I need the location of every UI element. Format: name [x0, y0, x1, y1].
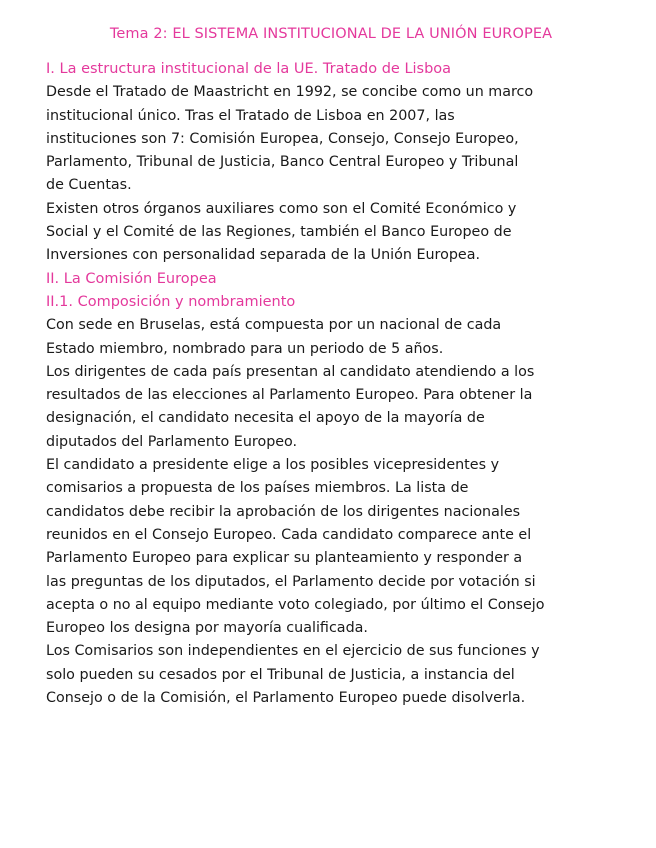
- text-line: Estado miembro, nombrado para un periodo de 5 años.: [46, 340, 444, 357]
- text-line: Consejo o de la Comisión, el Parlamento Europeo puede disolverla.: [46, 690, 526, 707]
- text-line: acepta o no al equipo mediante voto colegiado, por último el Consejo: [46, 596, 545, 613]
- text-line: Desde el Tratado de Maastricht en 1992, se concibe como un marco: [46, 84, 534, 101]
- section-heading: II. La Comisión Europea: [46, 270, 217, 287]
- text-line: solo pueden su cesados por el Tribunal de Justicia, a instancia del: [46, 666, 515, 683]
- text-line: Europeo los designa por mayoría cualificada.: [46, 620, 368, 637]
- section-heading: I. La estructura institucional de la UE. Tratado de Lisboa: [46, 61, 452, 77]
- text-line: Con sede en Bruselas, está compuesta por un nacional de cada: [46, 317, 502, 334]
- text-line: Los Comisarios son independientes en el ejercicio de sus funciones y: [46, 643, 540, 660]
- paragraph: [46, 81, 616, 197]
- text-line: Existen otros órganos auxiliares como son el Comité Económico y: [46, 200, 517, 217]
- text-line: institucional único. Tras el Tratado de Lisboa en 2007, las: [46, 107, 455, 124]
- text-line: El candidato a presidente elige a los posibles vicepresidentes y: [46, 457, 500, 474]
- document-title: Tema 2: EL SISTEMA INSTITUCIONAL DE LA UNIÓN EUROPEA: [109, 26, 553, 42]
- text-line: Inversiones con personalidad separada de la Unión Europea.: [46, 247, 481, 264]
- text-line: comisarios a propuesta de los países miembros. La lista de: [46, 480, 469, 497]
- text-line: resultados de las elecciones al Parlamento Europeo. Para obtener la: [46, 387, 533, 404]
- text-line: las preguntas de los diputados, el Parlamento decide por votación si: [46, 573, 536, 590]
- section-heading: II.1. Composición y nombramiento: [46, 293, 296, 310]
- text-line: designación, el candidato necesita el apoyo de la mayoría de: [46, 410, 485, 427]
- text-line: candidatos debe recibir la aprobación de los dirigentes nacionales: [46, 503, 521, 520]
- text-line: diputados del Parlamento Europeo.: [46, 433, 298, 450]
- paragraph: [46, 640, 616, 710]
- paragraph: [46, 314, 616, 361]
- text-line: Parlamento, Tribunal de Justicia, Banco Central Europeo y Tribunal: [46, 154, 519, 171]
- text-line: Social y el Comité de las Regiones, también el Banco Europeo de: [46, 224, 512, 241]
- text-line: instituciones son 7: Comisión Europea, Consejo, Consejo Europeo,: [46, 130, 519, 147]
- document-body: [46, 58, 616, 710]
- text-line: Los dirigentes de cada país presentan al candidato atendiendo a los: [46, 363, 535, 380]
- paragraph: [46, 454, 616, 640]
- paragraph: [46, 361, 616, 454]
- text-line: reunidos en el Consejo Europeo. Cada candidato comparece ante el: [46, 526, 532, 543]
- text-line: de Cuentas.: [46, 177, 132, 194]
- text-line: Parlamento Europeo para explicar su planteamiento y responder a: [46, 550, 523, 567]
- paragraph: [46, 198, 616, 268]
